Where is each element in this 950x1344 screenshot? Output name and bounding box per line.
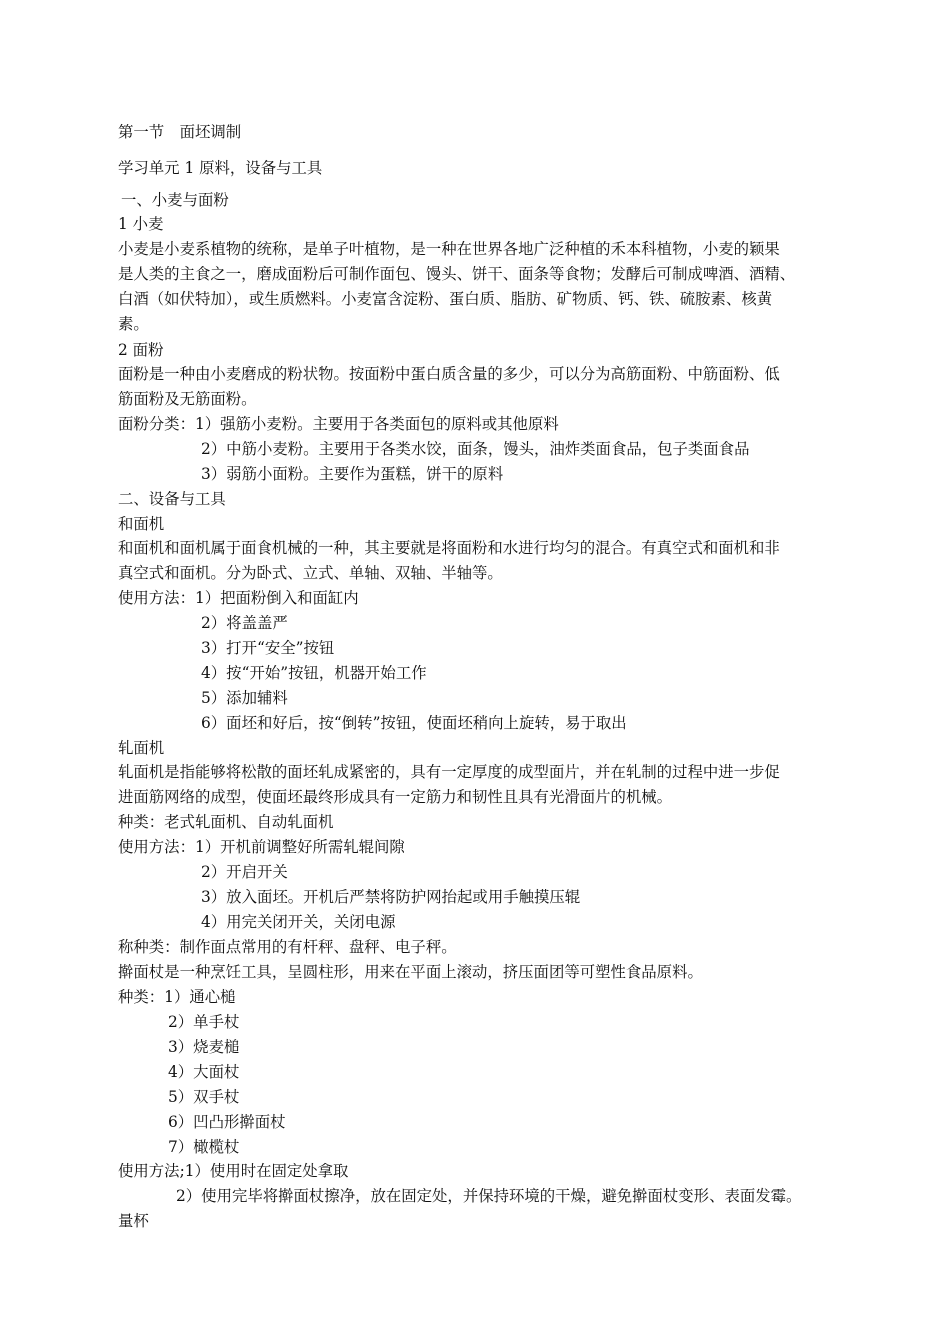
rolling-pin-type: 种类：1）通心槌 bbox=[118, 988, 236, 1006]
roller-paragraph-line: 进面筋网络的成型，使面坯最终形成具有一定筋力和韧性且具有光滑面片的机械。 bbox=[118, 788, 673, 806]
rolling-pin-type: 6）凹凸形擀面杖 bbox=[168, 1113, 286, 1131]
part1-heading: 一、小麦与面粉 bbox=[121, 191, 229, 209]
rolling-pin-type: 7）橄榄杖 bbox=[168, 1138, 240, 1156]
mixer-usage-step: 2）将盖盖严 bbox=[201, 614, 288, 632]
rolling-pin-line: 擀面杖是一种烹饪工具，呈圆柱形，用来在平面上滚动，挤压面团等可塑性食品原料。 bbox=[118, 963, 703, 981]
rolling-pin-type: 3）烧麦槌 bbox=[168, 1038, 240, 1056]
mixer-usage-step: 4）按“开始”按钮，机器开始工作 bbox=[201, 664, 427, 682]
roller-usage-step: 4）用完关闭开关，关闭电源 bbox=[201, 913, 396, 931]
flour-heading: 2 面粉 bbox=[118, 341, 164, 359]
rolling-pin-usage-step: 使用方法;1）使用时在固定处拿取 bbox=[118, 1162, 349, 1180]
mixer-paragraph-line: 和面机和面机属于面食机械的一种，其主要就是将面粉和水进行均匀的混合。有真空式和面机和非 bbox=[118, 539, 780, 557]
flour-paragraph-line: 面粉是一种由小麦磨成的粉状物。按面粉中蛋白质含量的多少，可以分为高筋面粉、中筋面粉、低 bbox=[118, 365, 780, 383]
unit-title: 学习单元 1 原料，设备与工具 bbox=[118, 159, 323, 177]
mixer-heading: 和面机 bbox=[118, 515, 165, 533]
flour-type-item: 3）弱筋小面粉。主要作为蛋糕，饼干的原料 bbox=[201, 465, 504, 483]
roller-usage-step: 2）开启开关 bbox=[201, 863, 288, 881]
mixer-paragraph-line: 真空式和面机。分为卧式、立式、单轴、双轴、半轴等。 bbox=[118, 564, 503, 582]
mixer-usage-step: 6）面坯和好后，按“倒转”按钮，使面坯稍向上旋转，易于取出 bbox=[201, 714, 627, 732]
rolling-pin-usage-step: 2）使用完毕将擀面杖擦净，放在固定处，并保持环境的干燥，避免擀面杖变形、表面发霉。 bbox=[176, 1187, 802, 1205]
wheat-paragraph-line: 小麦是小麦系植物的统称，是单子叶植物，是一种在世界各地广泛种植的禾本科植物，小麦的颖果 bbox=[118, 240, 780, 258]
cup-heading: 量杯 bbox=[118, 1212, 149, 1230]
roller-usage-step: 使用方法：1）开机前调整好所需轧辊间隙 bbox=[118, 838, 405, 856]
mixer-usage-step: 使用方法：1）把面粉倒入和面缸内 bbox=[118, 589, 359, 607]
rolling-pin-type: 4）大面杖 bbox=[168, 1063, 240, 1081]
part2-heading: 二、设备与工具 bbox=[118, 490, 226, 508]
scale-line: 称种类：制作面点常用的有杆秤、盘秤、电子秤。 bbox=[118, 938, 457, 956]
wheat-paragraph-line: 白酒（如伏特加），或生质燃料。小麦富含淀粉、蛋白质、脂肪、矿物质、钙、铁、硫胺素、核黄 bbox=[118, 290, 773, 308]
rolling-pin-type: 2）单手杖 bbox=[168, 1013, 240, 1031]
flour-type-item: 面粉分类：1）强筋小麦粉。主要用于各类面包的原料或其他原料 bbox=[118, 415, 559, 433]
roller-types: 种类：老式轧面机、自动轧面机 bbox=[118, 813, 334, 831]
mixer-usage-step: 3）打开“安全”按钮 bbox=[201, 639, 335, 657]
rolling-pin-type: 5）双手杖 bbox=[168, 1088, 240, 1106]
wheat-paragraph-line: 素。 bbox=[118, 315, 149, 333]
wheat-heading: 1 小麦 bbox=[118, 215, 164, 233]
roller-paragraph-line: 轧面机是指能够将松散的面坯轧成紧密的，具有一定厚度的成型面片，并在轧制的过程中进一步促 bbox=[118, 763, 780, 781]
flour-type-item: 2）中筋小麦粉。主要用于各类水饺，面条，馒头，油炸类面食品，包子类面食品 bbox=[201, 440, 750, 458]
roller-usage-step: 3）放入面坯。开机后严禁将防护网抬起或用手触摸压辊 bbox=[201, 888, 581, 906]
flour-paragraph-line: 筋面粉及无筋面粉。 bbox=[118, 390, 257, 408]
roller-heading: 轧面机 bbox=[118, 739, 165, 757]
wheat-paragraph-line: 是人类的主食之一，磨成面粉后可制作面包、馒头、饼干、面条等食物；发酵后可制成啤酒、酒精、 bbox=[118, 265, 796, 283]
section-title: 第一节 面坯调制 bbox=[118, 123, 242, 141]
mixer-usage-step: 5）添加辅料 bbox=[201, 689, 288, 707]
